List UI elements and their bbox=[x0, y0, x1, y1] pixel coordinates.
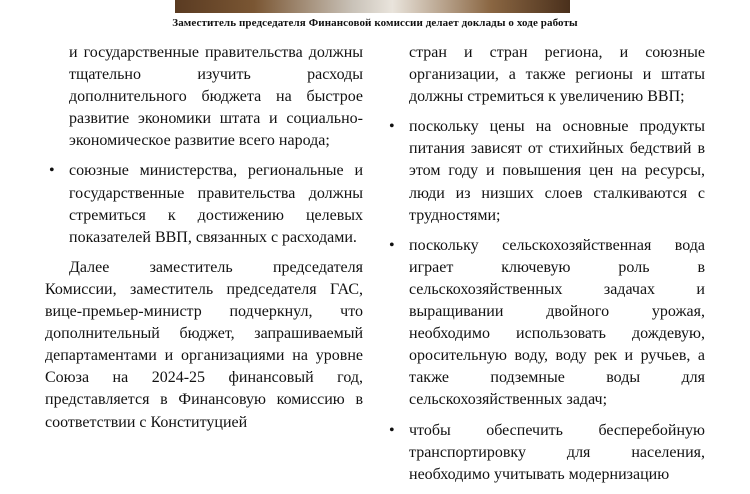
list-item-continuation: стран и стран региона, и союзные организации, а также регионы и штаты должны стремиться к увеличению ВВП; bbox=[409, 44, 705, 106]
bullet-icon: • bbox=[389, 236, 395, 254]
list-item bbox=[45, 160, 363, 248]
list-item bbox=[385, 420, 705, 486]
list-item bbox=[385, 235, 705, 412]
photo bbox=[175, 0, 570, 13]
body-paragraph: Далее заместитель председателя Комиссии, заместитель председателя ГАС, вице-премьер-министр подчеркнул, что дополнительный бюджет, запрашиваемый департаментами и организациями на уровне Союза на 2024-25 финансовый год, представляется в Финансовую комиссию в соответствии с Конституцией bbox=[45, 258, 363, 431]
bullet-icon: • bbox=[389, 118, 395, 136]
right-column bbox=[385, 42, 705, 494]
list-item bbox=[45, 42, 363, 152]
list-item-text: поскольку сельскохозяйственная вода играет ключевую роль в сельскохозяйственных задачах и выращивании двойного урожая, необходимо использовать дождевую, оросительную воду, воду рек и ручьев, а также подземные воды для сельскохозяйственных задач; bbox=[409, 236, 705, 409]
left-column bbox=[45, 42, 363, 434]
list-item-text: чтобы обеспечить бесперебойную транспортировку для населения, необходимо учитывать модернизацию bbox=[409, 421, 705, 483]
list-item-text: и государственные правительства должны тщательно изучить расходы дополнительного бюджета на быстрое развитие экономики штата и социально-экономическое развитие всего народа; bbox=[69, 44, 363, 150]
list-item-text: поскольку цены на основные продукты питания зависят от стихийных бедствий в этом году и повышения цен на ресурсы, люди из низших слоев сталкиваются с трудностями; bbox=[409, 118, 705, 224]
list-item bbox=[385, 116, 705, 226]
photo-caption: Заместитель председателя Финансовой комиссии делает доклады о ходе работы bbox=[172, 17, 578, 29]
bullet-icon: • bbox=[49, 162, 55, 180]
list-item-text: союзные министерства, региональные и государственные правительства должны стремиться к достижению целевых показателей ВВП, связанных с расходами. bbox=[69, 162, 363, 246]
bullet-icon: • bbox=[389, 421, 395, 439]
